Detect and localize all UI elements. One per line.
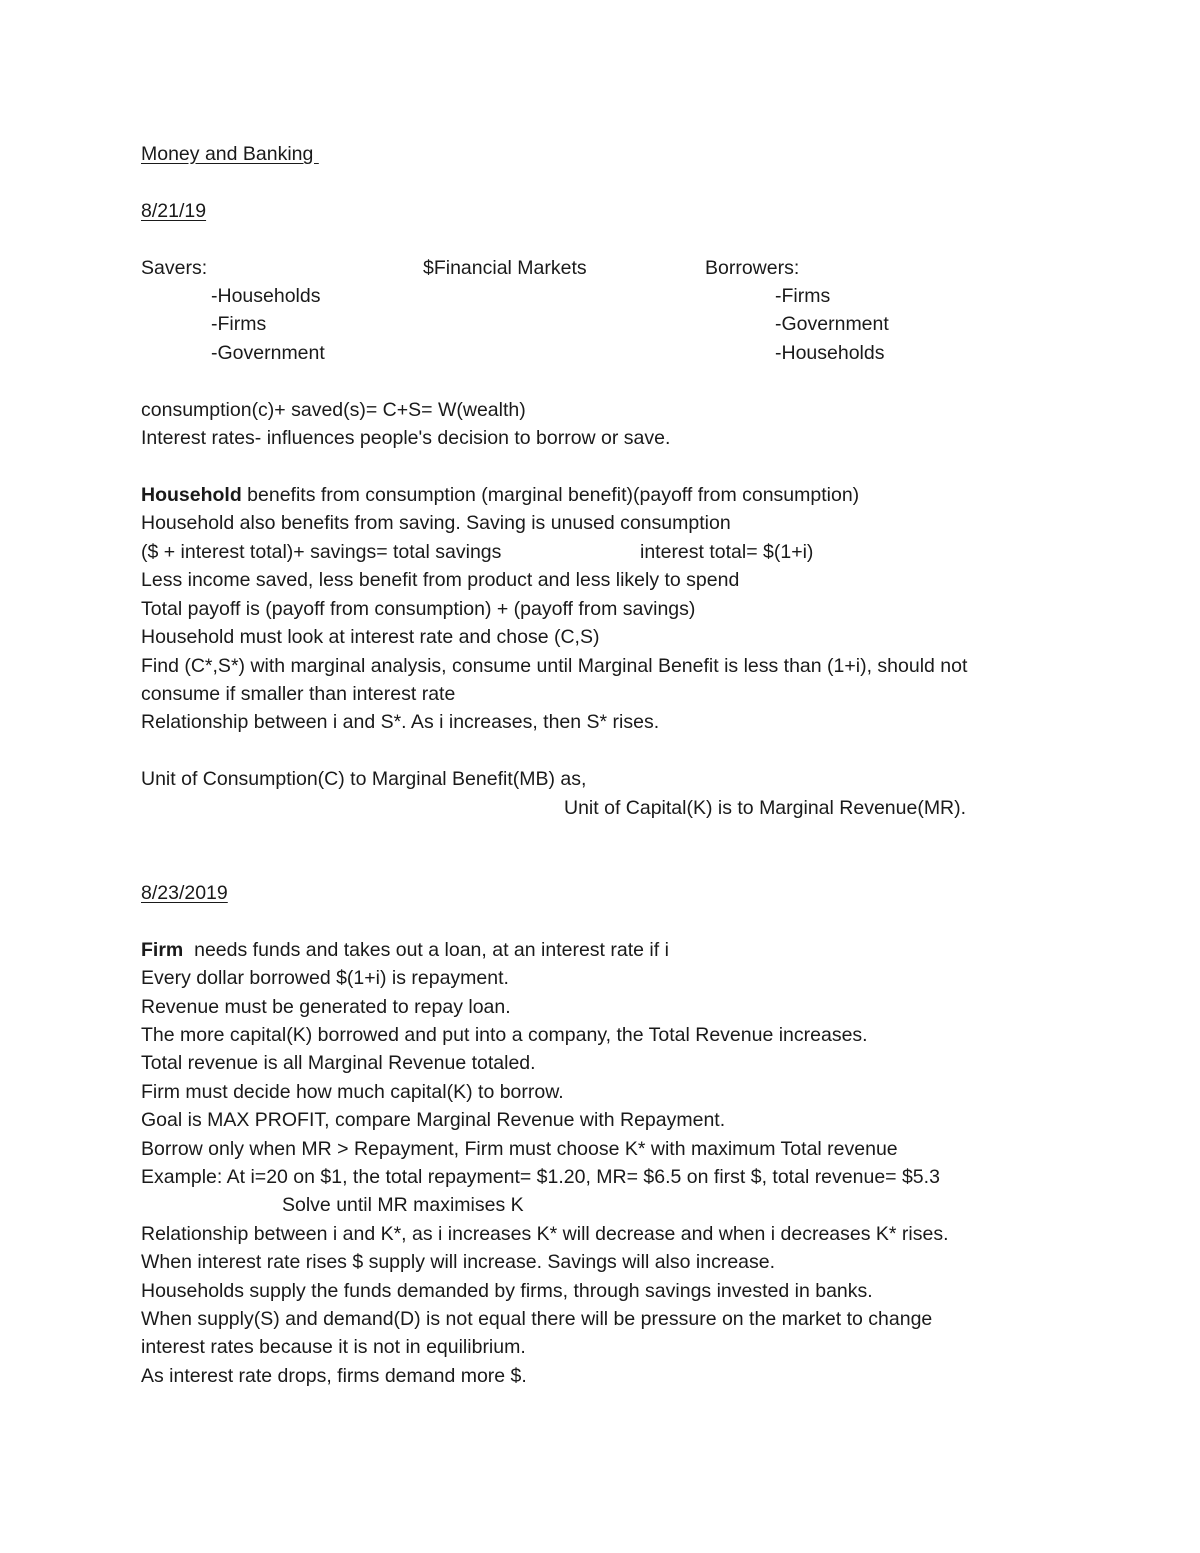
firm-term: Firm	[141, 939, 184, 961]
page-title: Money and Banking	[141, 143, 319, 165]
household-text: benefits from consumption (marginal benefit)(payoff from consumption)	[241, 484, 860, 506]
date-heading-2: 8/23/2019	[141, 882, 228, 904]
borrower-item: -Government	[775, 313, 889, 335]
note-line: Interest rates- influences people's decision to borrow or save.	[141, 427, 671, 449]
note-line: Every dollar borrowed $(1+i) is repayment.	[141, 967, 509, 989]
note-line: Relationship between i and S*. As i increases, then S* rises.	[141, 711, 660, 733]
note-line: As interest rate drops, firms demand more $.	[141, 1365, 527, 1387]
note-line: Example: At i=20 on $1, the total repayment= $1.20, MR= $6.5 on first $, total revenue= $5.3	[141, 1166, 940, 1188]
interest-total-note: interest total= $(1+i)	[640, 541, 814, 563]
note-line: consumption(c)+ saved(s)= C+S= W(wealth)	[141, 399, 526, 421]
note-line: Relationship between i and K*, as i increases K* will decrease and when i decreases K* rises.	[141, 1223, 949, 1245]
note-line: Revenue must be generated to repay loan.	[141, 996, 511, 1018]
note-line: When interest rate rises $ supply will increase. Savings will also increase.	[141, 1251, 776, 1273]
note-line: Household also benefits from saving. Saving is unused consumption	[141, 512, 731, 534]
note-line: Households supply the funds demanded by firms, through savings invested in banks.	[141, 1280, 873, 1302]
borrower-item: -Firms	[775, 285, 831, 307]
firm-text: needs funds and takes out a loan, at an interest rate if i	[183, 939, 669, 961]
note-line: Goal is MAX PROFIT, compare Marginal Revenue with Repayment.	[141, 1109, 726, 1131]
borrowers-label: Borrowers:	[705, 257, 800, 279]
note-line: Total payoff is (payoff from consumption) + (payoff from savings)	[141, 598, 696, 620]
saver-item: -Firms	[211, 313, 267, 335]
financial-markets-label: $Financial Markets	[423, 257, 587, 279]
note-line: Total revenue is all Marginal Revenue totaled.	[141, 1052, 536, 1074]
saver-item: -Households	[211, 285, 321, 307]
note-line: Firm must decide how much capital(K) to borrow.	[141, 1081, 564, 1103]
solve-line: Solve until MR maximises K	[282, 1194, 524, 1216]
note-line: Borrow only when MR > Repayment, Firm must choose K* with maximum Total revenue	[141, 1138, 898, 1160]
firm-line	[141, 939, 669, 961]
savers-label: Savers:	[141, 257, 208, 279]
analogy-line: Unit of Capital(K) is to Marginal Revenue(MR).	[564, 797, 967, 819]
household-term: Household	[141, 484, 242, 506]
note-line: The more capital(K) borrowed and put into a company, the Total Revenue increases.	[141, 1024, 868, 1046]
note-line: ($ + interest total)+ savings= total savings	[141, 541, 502, 563]
borrower-item: -Households	[775, 342, 885, 364]
date-heading-1: 8/21/19	[141, 200, 207, 222]
saver-item: -Government	[211, 342, 325, 364]
note-line: interest rates because it is not in equilibrium.	[141, 1336, 526, 1358]
note-line: Find (C*,S*) with marginal analysis, consume until Marginal Benefit is less than (1+i), should not	[141, 655, 968, 677]
note-line: consume if smaller than interest rate	[141, 683, 456, 705]
note-line: Household must look at interest rate and chose (C,S)	[141, 626, 600, 648]
note-line: Less income saved, less benefit from product and less likely to spend	[141, 569, 740, 591]
note-line: When supply(S) and demand(D) is not equal there will be pressure on the market to change	[141, 1308, 933, 1330]
household-line	[141, 484, 859, 506]
analogy-line: Unit of Consumption(C) to Marginal Benefit(MB) as,	[141, 768, 587, 790]
